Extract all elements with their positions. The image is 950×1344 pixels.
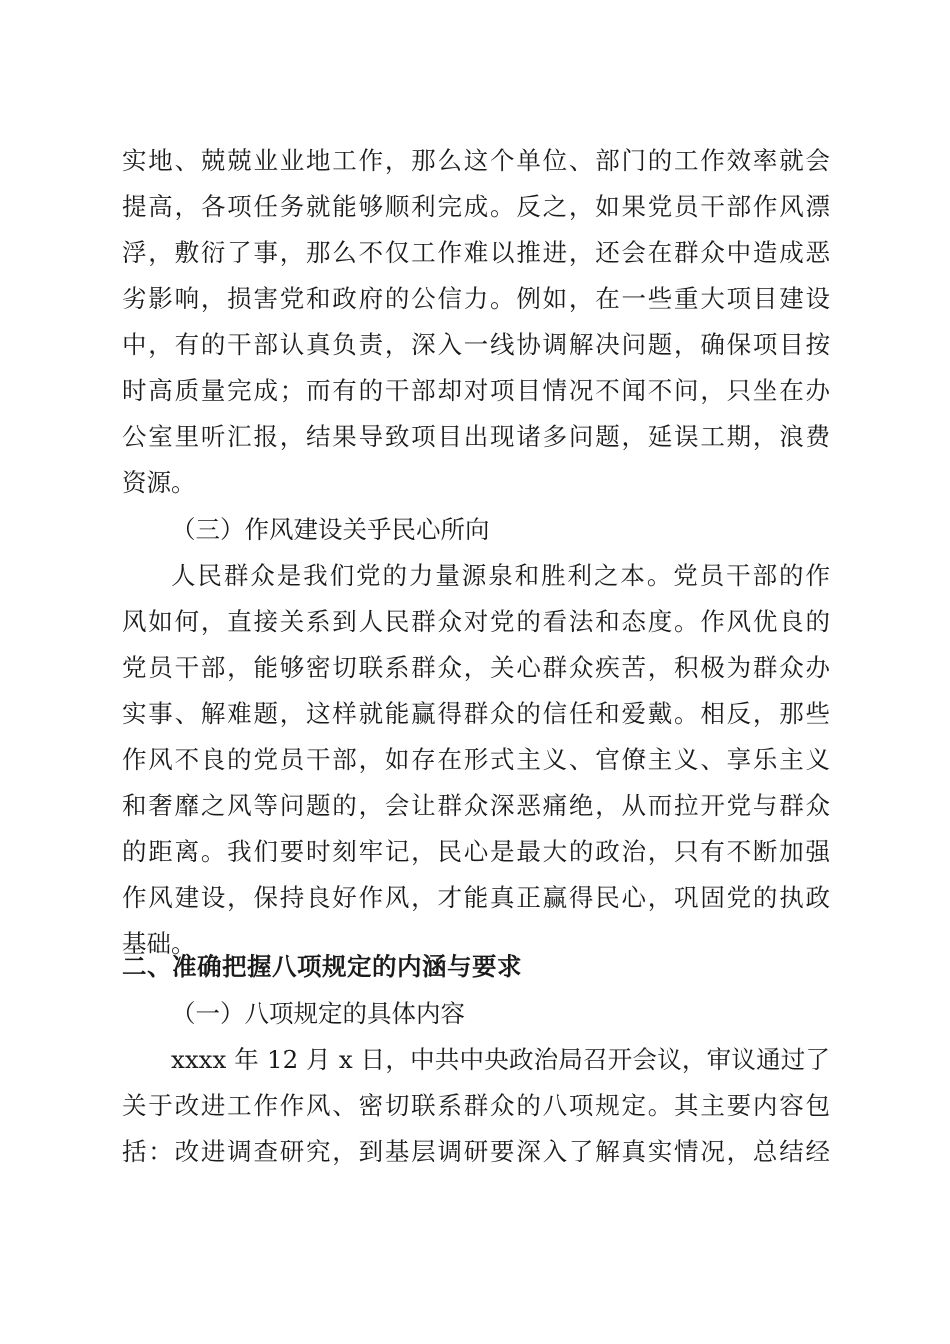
body-text-line: 实事、解难题，这样就能赢得群众的信任和爱戴。相反，那些 — [122, 699, 830, 728]
body-text-line: 和奢靡之风等问题的，会让群众深恶痛绝，从而拉开党与群众 — [122, 791, 830, 820]
body-text-line: 作风建设，保持良好作风，才能真正赢得民心，巩固党的执政 — [122, 883, 830, 912]
section-heading-1: （一）八项规定的具体内容 — [171, 999, 465, 1028]
body-text-line: 实地、兢兢业业地工作，那么这个单位、部门的工作效率就会 — [122, 146, 830, 175]
body-text-line: 劣影响，损害党和政府的公信力。例如，在一些重大项目建设 — [122, 284, 830, 313]
body-text-line: 作风不良的党员干部，如存在形式主义、官僚主义、享乐主义 — [122, 745, 830, 774]
body-text-line: 公室里听汇报，结果导致项目出现诸多问题，延误工期，浪费 — [122, 422, 830, 451]
body-text-line: 人民群众是我们党的力量源泉和胜利之本。党员干部的作 — [171, 561, 830, 590]
body-text-line: 中，有的干部认真负责，深入一线协调解决问题，确保项目按 — [122, 330, 830, 359]
body-text-line: xxxx 年 12 月 x 日，中共中央政治局召开会议，审议通过了 — [171, 1045, 830, 1074]
body-text-line: 时高质量完成；而有的干部却对项目情况不闻不问，只坐在办 — [122, 376, 830, 405]
body-text-line: 浮，敷衍了事，那么不仅工作难以推进，还会在群众中造成恶 — [122, 238, 830, 267]
body-text-line: 提高，各项任务就能够顺利完成。反之，如果党员干部作风漂 — [122, 192, 830, 221]
body-text-line: 风如何，直接关系到人民群众对党的看法和态度。作风优良的 — [122, 607, 830, 636]
body-text-line: 资源。 — [122, 468, 196, 497]
body-text-line: 基础。 — [122, 929, 196, 958]
body-text-line: 的距离。我们要时刻牢记，民心是最大的政治，只有不断加强 — [122, 837, 830, 866]
chapter-heading-2: 二、准确把握八项规定的内涵与要求 — [122, 952, 522, 981]
body-text-line: 括：改进调查研究，到基层调研要深入了解真实情况，总结经 — [122, 1137, 830, 1166]
body-text-line: 党员干部，能够密切联系群众，关心群众疾苦，积极为群众办 — [122, 653, 830, 682]
body-text-line: 关于改进工作作风、密切联系群众的八项规定。其主要内容包 — [122, 1091, 830, 1120]
section-heading-3: （三）作风建设关乎民心所向 — [171, 515, 490, 544]
